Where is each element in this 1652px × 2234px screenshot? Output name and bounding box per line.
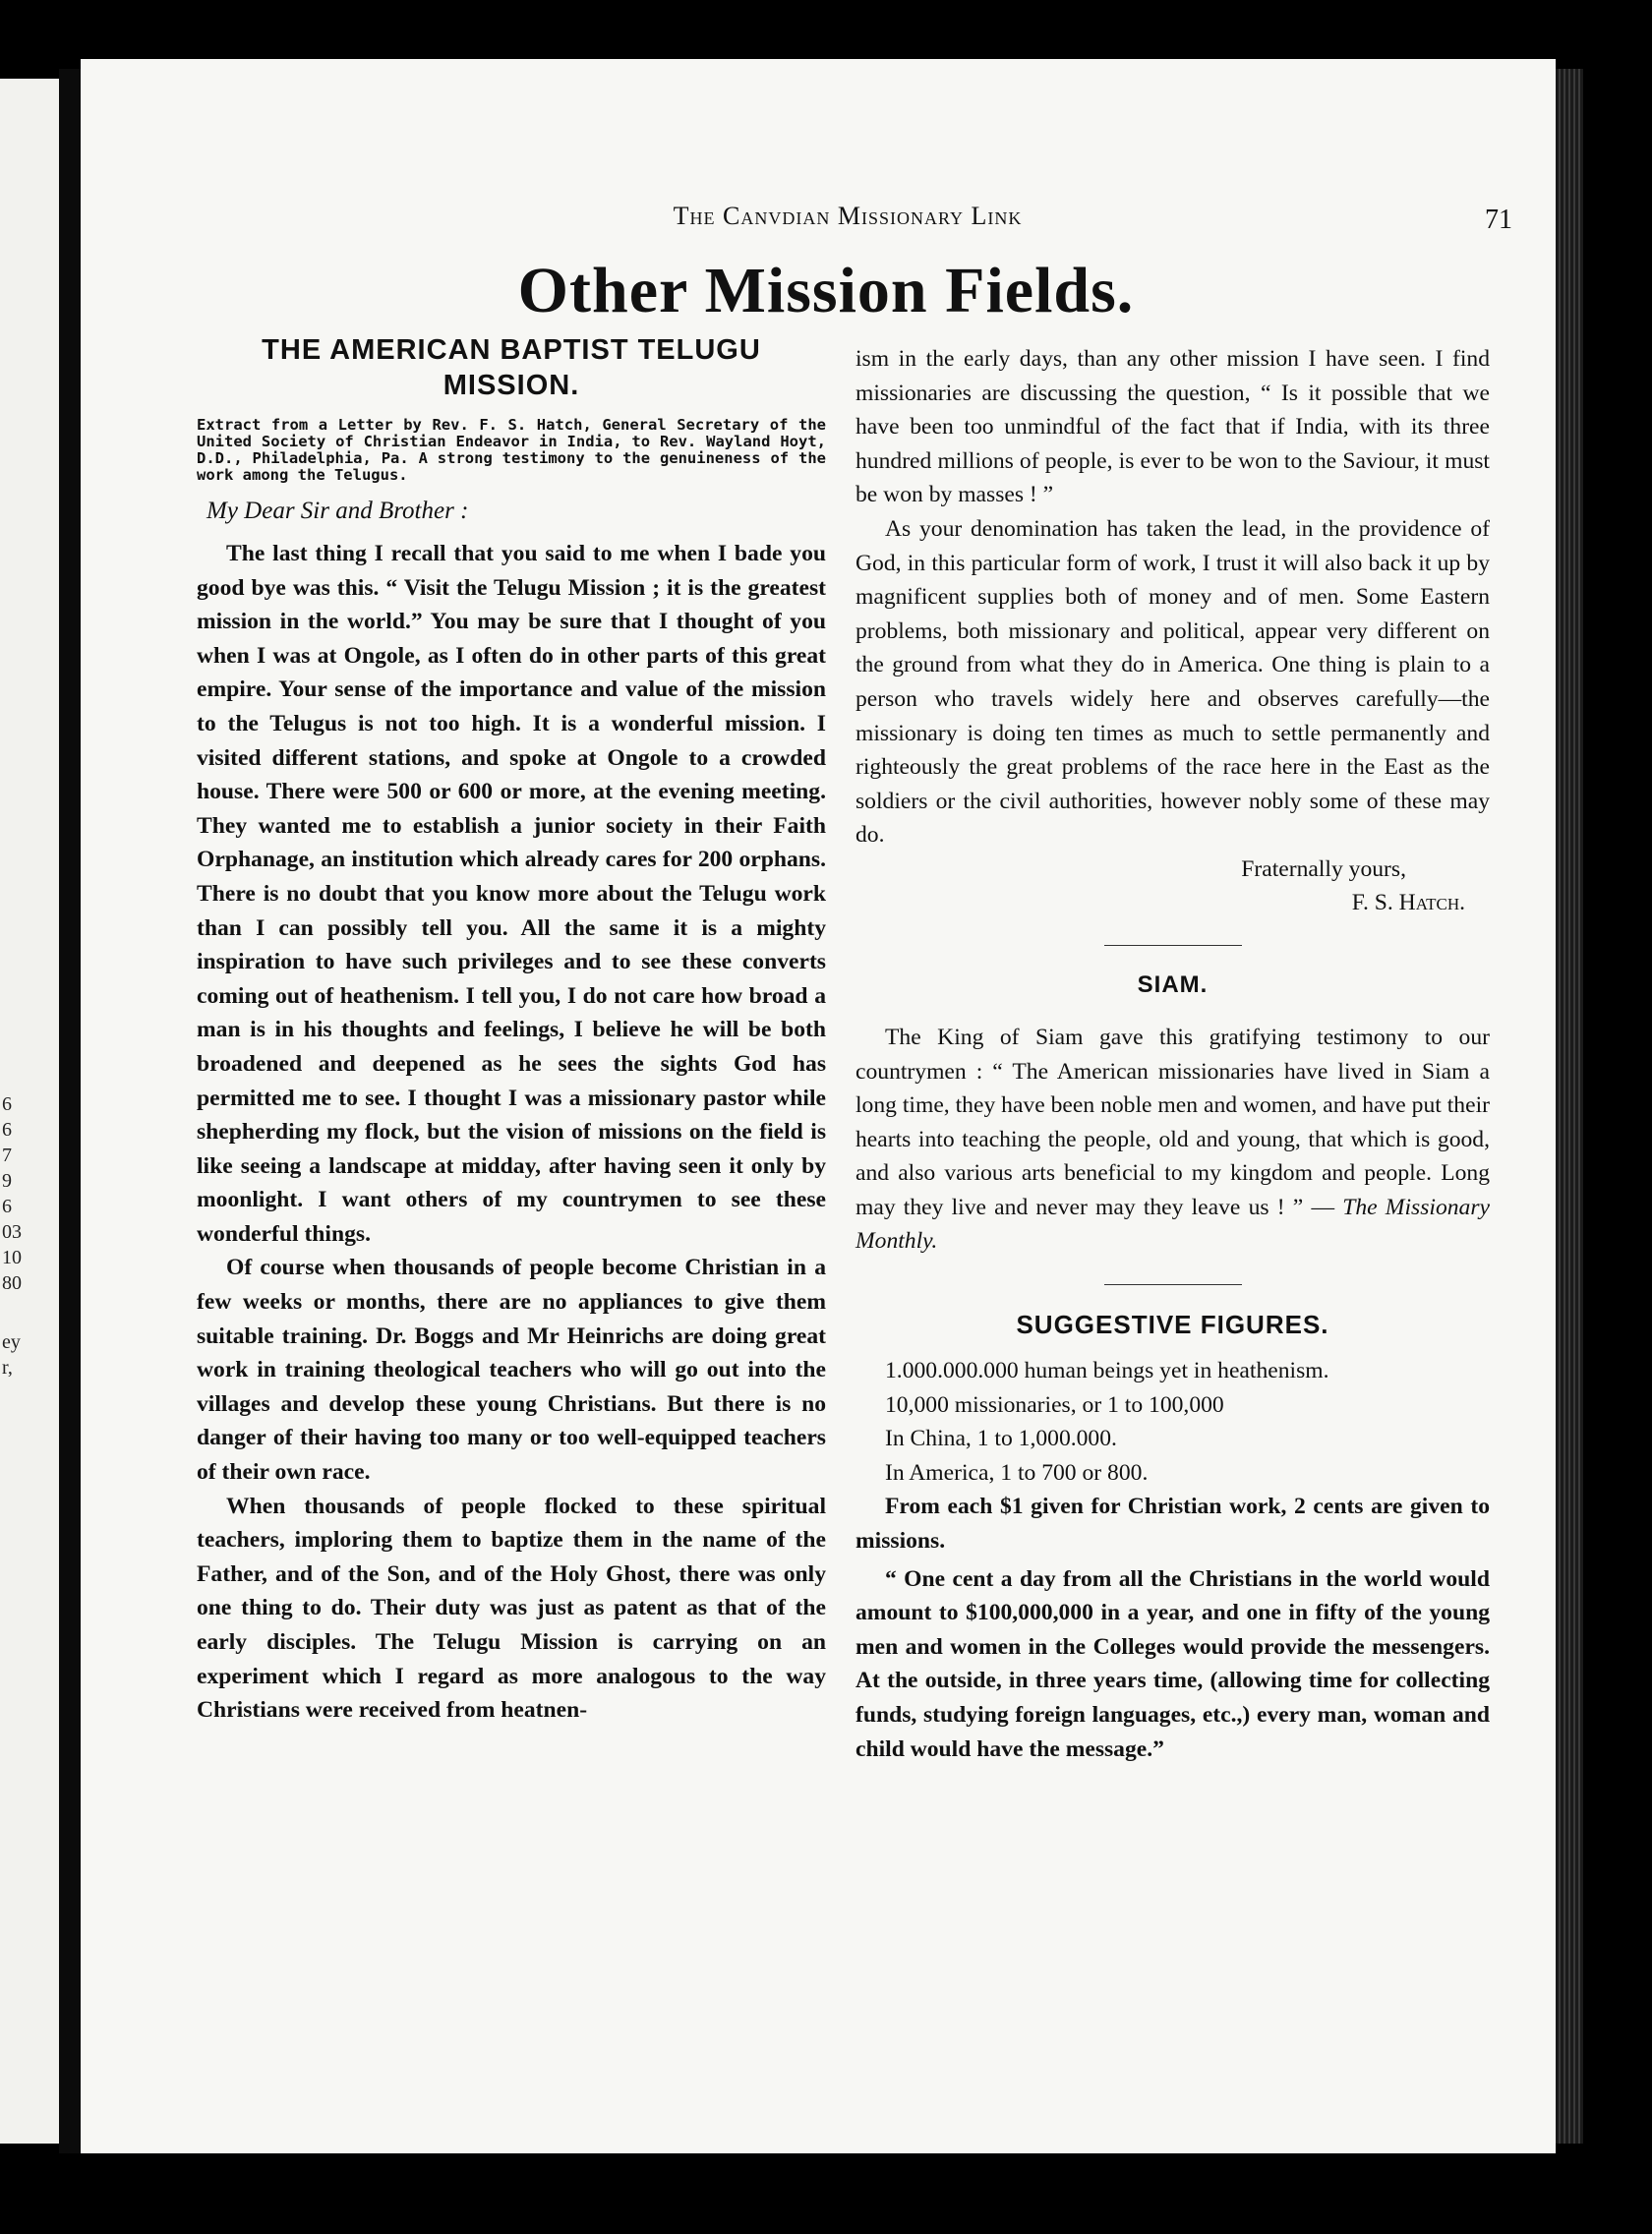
figure-item: In America, 1 to 700 or 800. <box>885 1459 1149 1486</box>
page-title: Other Mission Fields. <box>517 255 1135 326</box>
figure-item: In China, 1 to 1,000.000. <box>885 1426 1117 1452</box>
paragraph: As your denomination has taken the lead, in the providence of God, in this particular form of work, I trust it will also back it up by magnificent supplies both of money and of men. Some Eastern problems, both missionary and political, appear very different on the ground from what they do in America. One thing is plain to a person who travels widely here and observes carefully—the missionary is doing ten times as much to settle permanently and righteously the great problems of the race here in the East as the soldiers or the civil authorities, however nobly some of these may do. <box>856 515 1490 849</box>
paragraph: The last thing I recall that you said to me when I bade you good bye was this. “ Visit the Telugu Mission ; it is the greatest mission in the world.” You may be sure that I thought of you when I was at Ongole, as I often do in other parts of this great empire. Your sense of the importance and value of the mission to the Telugus is not too high. It is a wonderful mission. I visited different stations, and spoke at Ongole to a crowded house. There were 500 or 600 or more, at the evening meeting. They wanted me to establish a junior society in their Faith Orphanage, an institution which already cares for 200 orphans. There is no doubt that you know more about the Telugu work than I can possibly tell you. All the same it is a mighty inspiration to have such privileges and to see these converts coming out of heathenism. I tell you, I do not care how broad a man is in his thoughts and feelings, I believe he will be both broadened and deepened as he sees the sights God has permitted me to see. I thought I was a missionary pastor while shepherding my flock, but the vision of missions on the field is like seeing a landscape at midday, after having seen it only by moonlight. I want others of my countrymen to see these wonderful things. <box>197 541 826 1247</box>
siam-source: The Missionary Monthly. <box>856 1194 1490 1255</box>
siam-body: The King of Siam gave this gratifying testimony to our countrymen : “ The American missionaries have lived in Siam a long time, they have been noble men and women, and have put their hearts into teaching the people, old and young, that which is good, and also various arts beneficial to my kingdom and people. Long may they live and never may they leave us ! ” — <box>856 1024 1490 1220</box>
fragment: 03 <box>2 1221 22 1243</box>
running-head: The Canvdian Missionary Link <box>673 202 1023 230</box>
figure-item: 10,000 missionaries, or 1 to 100,000 <box>885 1391 1224 1418</box>
figure-item: From each $1 given for Christian work, 2 cents are given to missions. <box>856 1494 1490 1555</box>
left-column <box>197 332 826 1728</box>
closing: Fraternally yours, <box>1241 855 1406 882</box>
right-column <box>856 342 1490 1766</box>
paragraph <box>856 1021 1490 1259</box>
quote: “ One cent a day from all the Christians in the world would amount to $100,000,000 in a year, and one in fifty of the young men and women in the Colleges would provide the messengers. At the outside, in three years time, (allowing time for collecting funds, studying foreign languages, etc.,) every man, woman and child would have the message.” <box>856 1565 1490 1762</box>
section-heading: SIAM. <box>1137 970 1209 998</box>
fragment: 6 <box>2 1196 12 1217</box>
fragment: 10 <box>2 1247 22 1268</box>
fragment: 7 <box>2 1145 12 1166</box>
extract-note: Extract from a Letter by Rev. F. S. Hatch, General Secretary of the United Society of Christian Endeavor in India, to Rev. Wayland Hoyt, D.D., Philadelphia, Pa. A strong testimony to the genuineness of the work among the Telugus. <box>197 416 826 484</box>
divider <box>1104 1284 1242 1285</box>
paragraph: Of course when thousands of people become Christian in a few weeks or months, there are no appliances to give them suitable training. Dr. Boggs and Mr Heinrichs are doing great work in training theological teachers who will go out into the villages and develop these young Christians. But there is no danger of their having too many or too well-equipped teachers of their own race. <box>197 1255 826 1486</box>
section-heading-line2: MISSION. <box>442 370 580 401</box>
section-heading: SUGGESTIVE FIGURES. <box>1016 1310 1329 1340</box>
fragment: r, <box>2 1357 13 1379</box>
page-number: 71 <box>1485 205 1512 235</box>
figure-item: 1.000.000.000 human beings yet in heathenism. <box>885 1358 1329 1384</box>
fragment: 80 <box>2 1272 22 1294</box>
section-heading: THE AMERICAN BAPTIST TELUGU <box>262 334 761 366</box>
figures-list <box>856 1354 1490 1766</box>
fragment: ey <box>2 1331 21 1353</box>
book-gutter <box>59 69 81 2153</box>
paragraph: ism in the early days, than any other mission I have seen. I find missionaries are discussing the question, “ Is it possible that we have been too unmindful of the fact that if India, with its three hundred millions of people, is ever to be won to the Saviour, it must be won by masses ! ” <box>856 346 1490 508</box>
fragment: 6 <box>2 1093 12 1115</box>
fragment: 6 <box>2 1119 12 1141</box>
paragraph: When thousands of people flocked to these spiritual teachers, imploring them to baptize them in the name of the Father, and of the Son, and of the Holy Ghost, there was only one thing to do. Their duty was just as patent as that of the early disciples. The Telugu Mission is carrying on an experiment which I regard as more analogous to the way Christians were received from heatnen- <box>197 1493 826 1724</box>
fragment: 9 <box>2 1170 12 1192</box>
book-fore-edge <box>1556 69 1583 2144</box>
divider <box>1104 945 1242 946</box>
facing-page-fragments <box>2 1091 55 1381</box>
salutation: My Dear Sir and Brother : <box>206 498 469 524</box>
signature: F. S. Hatch. <box>1351 889 1465 915</box>
